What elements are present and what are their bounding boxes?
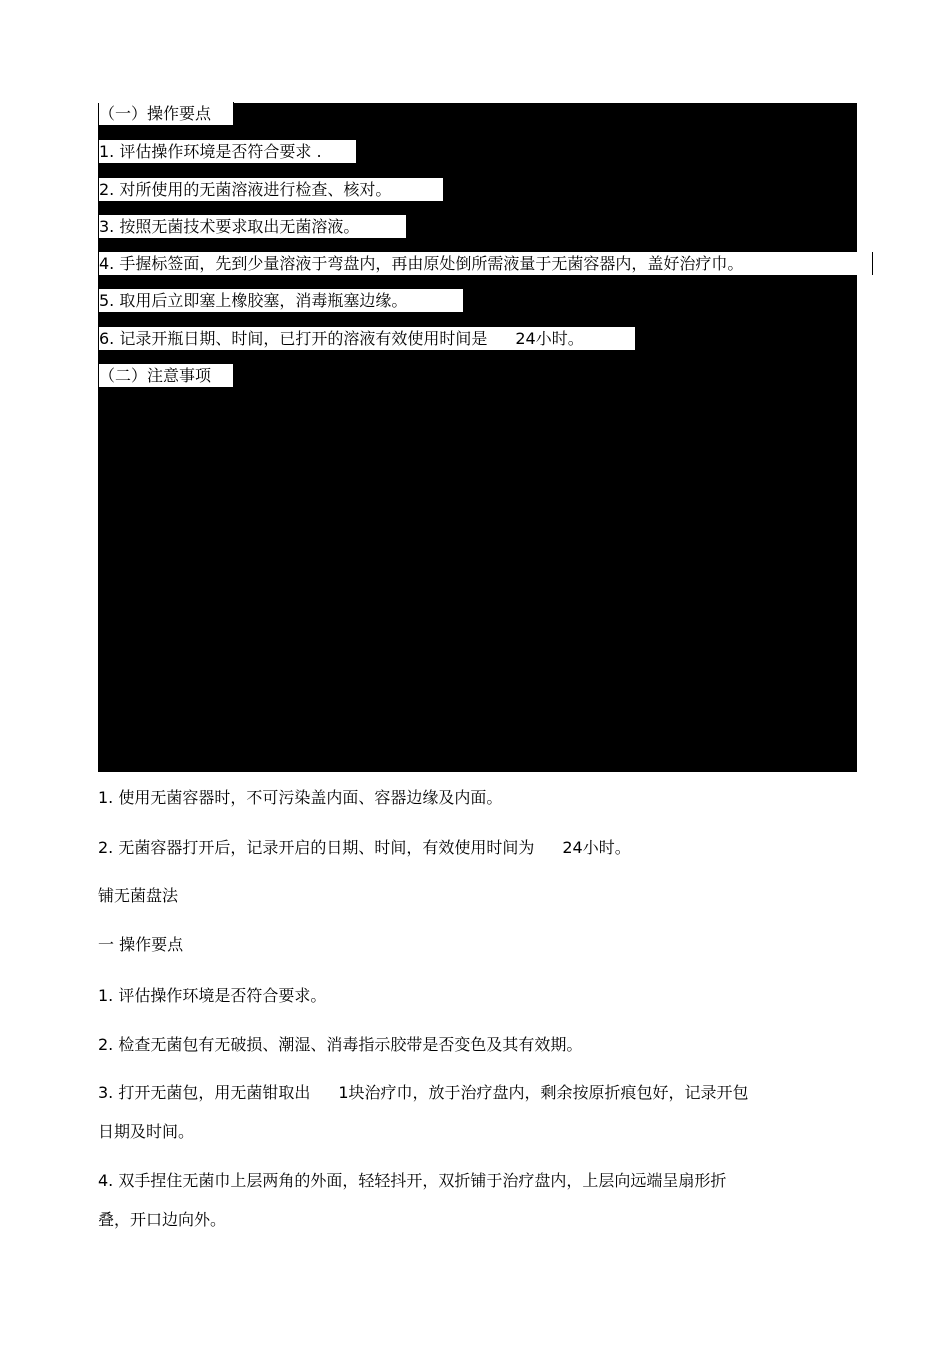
redaction-block (98, 103, 857, 772)
note-2-text: 2. 无菌容器打开后，记录开启的日期、时间，有效使用时间为 (98, 838, 535, 857)
tray-step-3-cont: 1块治疗巾，放于治疗盘内，剩余按原折痕包好，记录开包 (338, 1083, 749, 1102)
tray-step-2: 2. 检查无菌包有无破损、潮湿、消毒指示胶带是否变色及其有效期。 (98, 1035, 583, 1054)
tray-step-3-line2: 日期及时间。 (98, 1122, 195, 1141)
tray-step-4: 4. 双手捏住无菌巾上层两角的外面，轻轻抖开，双折铺于治疗盘内，上层向远端呈扇形折 (98, 1171, 727, 1190)
step-4: 4. 手握标签面，先到少量溶液于弯盘内，再由原处倒所需液量于无菌容器内，盖好治疗巾。 (99, 252, 873, 275)
note-2 (98, 836, 631, 860)
section-title-tray: 铺无菌盘法 (98, 886, 179, 905)
step-2: 2. 对所使用的无菌溶液进行检查、核对。 (99, 178, 444, 201)
step-5: 5. 取用后立即塞上橡胶塞，消毒瓶塞边缘。 (99, 289, 464, 312)
step-6 (99, 327, 636, 350)
section-heading-operation: （一）操作要点 (99, 102, 234, 125)
step-6-text: 6. 记录开瓶日期、时间，已打开的溶液有效使用时间是 (99, 329, 488, 348)
tray-heading: 一 操作要点 (98, 935, 184, 954)
section-heading-notes: （二）注意事项 (99, 364, 234, 387)
tray-step-3 (98, 1081, 749, 1105)
note-1: 1. 使用无菌容器时，不可污染盖内面、容器边缘及内面。 (98, 788, 503, 807)
tray-step-1: 1. 评估操作环境是否符合要求。 (98, 986, 327, 1005)
step-6-duration: 24小时。 (515, 329, 584, 348)
tray-step-3-text: 3. 打开无菌包，用无菌钳取出 (98, 1083, 311, 1102)
step-3: 3. 按照无菌技术要求取出无菌溶液。 (99, 215, 407, 238)
note-2-duration: 24小时。 (562, 838, 631, 857)
step-1: 1. 评估操作环境是否符合要求 . (99, 140, 357, 163)
tray-step-4-line2: 叠，开口边向外。 (98, 1210, 227, 1229)
